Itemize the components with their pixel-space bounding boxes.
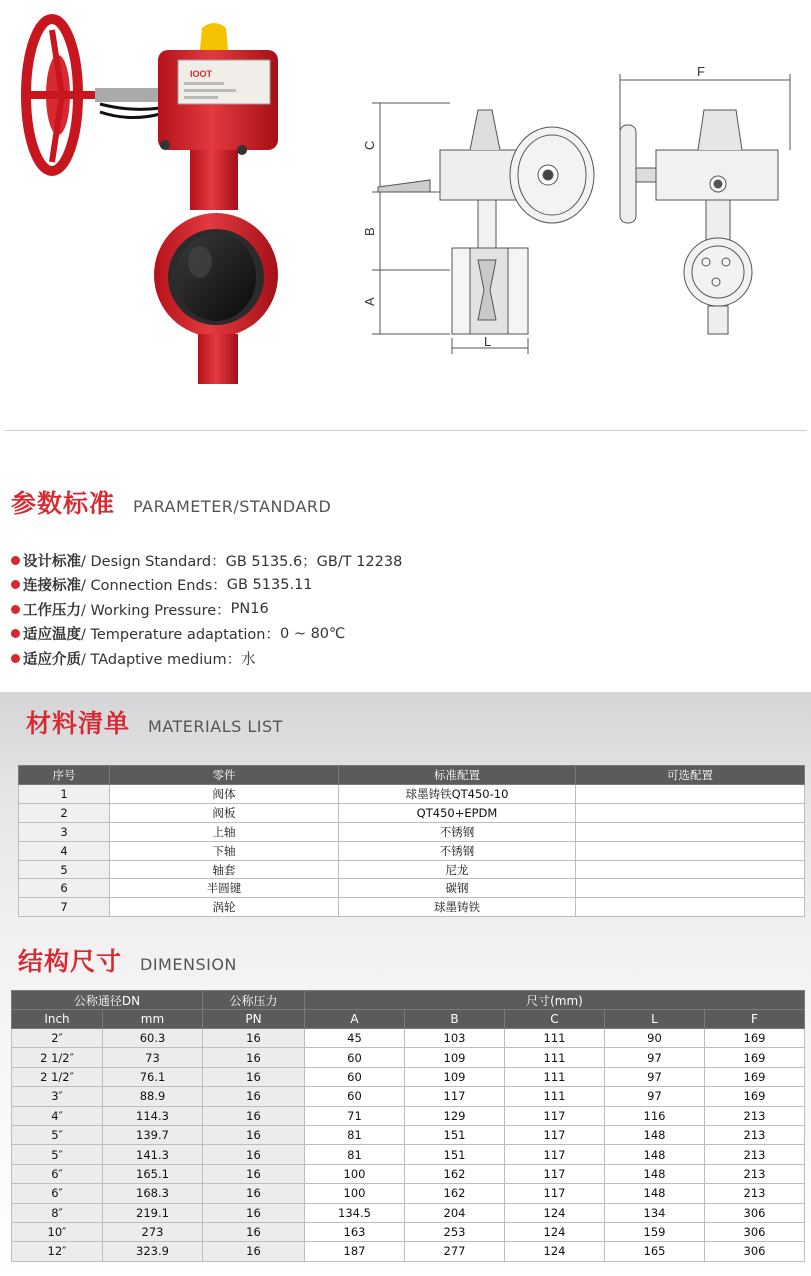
dim-label-c: C bbox=[362, 140, 377, 150]
section-drawing bbox=[372, 103, 594, 354]
header-optional: 可选配置 bbox=[576, 766, 805, 785]
product-hero bbox=[0, 0, 811, 420]
table-row: 2″ 60.3 16 45 103 111 90 169 bbox=[12, 1029, 805, 1048]
table-row: 5 轴套 尼龙 bbox=[19, 860, 805, 879]
table-row: 4 下轴 不锈钢 bbox=[19, 841, 805, 860]
param-medium: 适应介质 / TAdaptive medium： 水 bbox=[11, 646, 402, 671]
parameter-list bbox=[11, 548, 402, 671]
table-row: 10″ 273 16 163 253 124 159 306 bbox=[12, 1222, 805, 1241]
header-standard: 标准配置 bbox=[339, 766, 576, 785]
dimension-sub-header: Inch mm PN A B C L F bbox=[12, 1010, 805, 1029]
header-dn: 公称通径DN bbox=[12, 991, 203, 1010]
front-view-drawing bbox=[620, 74, 790, 334]
valve-photo bbox=[26, 19, 278, 384]
table-row: 7 涡轮 球墨铸铁 bbox=[19, 898, 805, 917]
bullet-icon bbox=[11, 556, 20, 565]
header-index: 序号 bbox=[19, 766, 110, 785]
dimension-title-en: DIMENSION bbox=[140, 955, 237, 974]
table-row: 4″ 114.3 16 71 129 117 116 213 bbox=[12, 1106, 805, 1125]
section-divider bbox=[4, 430, 807, 431]
param-temperature: 适应温度 / Temperature adaptation： 0 ~ 80℃ bbox=[11, 622, 402, 647]
param-connection-ends: 连接标准 / Connection Ends： GB 5135.11 bbox=[11, 573, 402, 598]
table-row: 5″ 139.7 16 81 151 117 148 213 bbox=[12, 1125, 805, 1144]
bullet-icon bbox=[11, 605, 20, 614]
dimension-group-header bbox=[12, 991, 805, 1010]
dim-label-f: F bbox=[697, 64, 705, 79]
table-row: 12″ 323.9 16 187 277 124 165 306 bbox=[12, 1242, 805, 1261]
table-row: 6″ 168.3 16 100 162 117 148 213 bbox=[12, 1184, 805, 1203]
parameter-title-en: PARAMETER/STANDARD bbox=[133, 497, 332, 516]
dimension-section-title bbox=[18, 942, 237, 978]
param-design-standard: 设计标准 / Design Standard： GB 5135.6；GB/T 12238 bbox=[11, 548, 402, 573]
table-row: 2 1/2″ 73 16 60 109 111 97 169 bbox=[12, 1048, 805, 1067]
header-size: 尺寸(mm) bbox=[305, 991, 805, 1010]
table-row: 2 阀板 QT450+EPDM bbox=[19, 803, 805, 822]
table-row: 3 上轴 不锈钢 bbox=[19, 822, 805, 841]
materials-title-cn: 材料清单 bbox=[26, 709, 131, 738]
dim-label-a: A bbox=[362, 297, 377, 306]
brand-logo: IOOT bbox=[190, 69, 212, 79]
header-pn-group: 公称压力 bbox=[203, 991, 305, 1010]
dim-label-l: L bbox=[484, 334, 492, 349]
param-working-pressure: 工作压力 / Working Pressure： PN16 bbox=[11, 597, 402, 622]
materials-table bbox=[18, 765, 805, 917]
bullet-icon bbox=[11, 629, 20, 638]
parameter-section-title bbox=[11, 484, 331, 520]
table-row: 2 1/2″ 76.1 16 60 109 111 97 169 bbox=[12, 1067, 805, 1086]
table-row: 1 阀体 球墨铸铁QT450-10 bbox=[19, 785, 805, 804]
table-row: 6″ 165.1 16 100 162 117 148 213 bbox=[12, 1164, 805, 1183]
product-illustrations bbox=[0, 0, 811, 420]
table-row: 8″ 219.1 16 134.5 204 124 134 306 bbox=[12, 1203, 805, 1222]
table-row: 3″ 88.9 16 60 117 111 97 169 bbox=[12, 1087, 805, 1106]
table-row: 6 半圆键 碳钢 bbox=[19, 879, 805, 898]
table-row: 5″ 141.3 16 81 151 117 148 213 bbox=[12, 1145, 805, 1164]
materials-header-row bbox=[19, 766, 805, 785]
dimension-title-cn: 结构尺寸 bbox=[18, 947, 123, 976]
dim-label-b: B bbox=[362, 227, 377, 236]
header-part: 零件 bbox=[110, 766, 339, 785]
materials-section-title bbox=[26, 704, 283, 740]
bullet-icon bbox=[11, 580, 20, 589]
dimension-table bbox=[11, 990, 805, 1262]
materials-title-en: MATERIALS LIST bbox=[148, 717, 283, 736]
parameter-title-cn: 参数标准 bbox=[11, 489, 116, 518]
bullet-icon bbox=[11, 654, 20, 663]
